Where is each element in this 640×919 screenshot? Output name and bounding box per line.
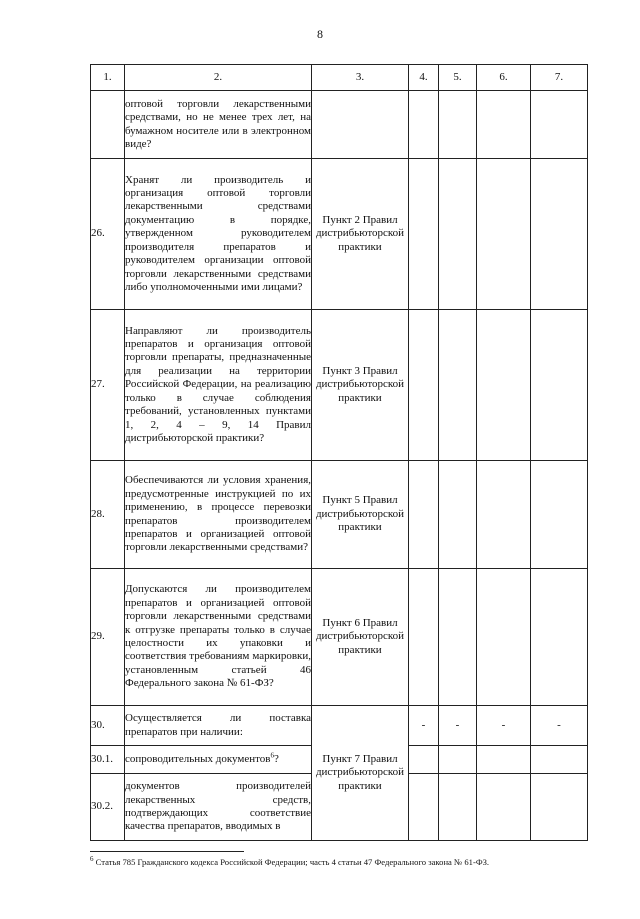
row-number: 30.2. [91, 774, 125, 841]
answer-na-cell [477, 159, 531, 310]
footnote [90, 857, 610, 868]
header-col-7: 7. [531, 65, 588, 91]
comment-cell [531, 461, 588, 569]
comment-cell [531, 746, 588, 774]
footnote-mark: 6 [90, 855, 94, 864]
row-number: 26. [91, 159, 125, 310]
comment-cell [531, 569, 588, 706]
question-text: Допускаются ли производителем препаратов и организацией оптовой торговли лекарственными средствами к отгрузке препараты только в случае целостности их упаковки и соответствия требованиям маркировки, установленным статьей 46 Федерального закона № 61-ФЗ? [125, 569, 312, 706]
question-text: сопроводительных документов [125, 752, 271, 765]
answer-na-cell [477, 461, 531, 569]
header-col-5: 5. [439, 65, 477, 91]
answer-yes-cell: - [409, 706, 439, 746]
answer-no-cell [439, 461, 477, 569]
legal-reference [312, 91, 409, 159]
header-col-2: 2. [125, 65, 312, 91]
question-text: документов производителей лекарственных средств, подтверждающих соответствие качества препаратов, вводимых в [125, 774, 312, 841]
header-col-6: 6. [477, 65, 531, 91]
comment-cell [531, 310, 588, 461]
answer-no-cell [439, 310, 477, 461]
legal-reference: Пункт 2 Правил дистрибьюторской практики [312, 159, 409, 310]
row-number: 29. [91, 569, 125, 706]
comment-cell [531, 774, 588, 841]
footnote-text: Статья 785 Гражданского кодекса Российской Федерации; часть 4 статьи 47 Федерального закона № 61-ФЗ. [93, 857, 490, 867]
question-text: Осуществляется ли поставка препаратов при наличии: [125, 706, 312, 746]
answer-no-cell [439, 91, 477, 159]
answer-na-cell [477, 91, 531, 159]
answer-na-cell [477, 310, 531, 461]
answer-yes-cell [409, 746, 439, 774]
answer-no-cell [439, 569, 477, 706]
checklist-table [90, 64, 588, 841]
answer-na-cell [477, 774, 531, 841]
answer-yes-cell [409, 310, 439, 461]
table-header-row [91, 65, 588, 91]
question-text-tail: ? [274, 752, 279, 765]
answer-yes-cell [409, 461, 439, 569]
question-text: Хранят ли производитель и организация оптовой торговли лекарственными средствами документацию в порядке, утвержденном руководителем производителя препаратов и руководителем организации оптовой торговли лекарственными средствами либо уполномоченными ими лицами? [125, 159, 312, 310]
answer-no-cell [439, 159, 477, 310]
footnote-reference: 6 [270, 751, 275, 760]
row-number: 30.1. [91, 746, 125, 774]
table-row [91, 159, 588, 310]
comment-cell [531, 91, 588, 159]
legal-reference: Пункт 7 Правил дистрибьюторской практики [312, 706, 409, 841]
answer-no-cell: - [439, 706, 477, 746]
answer-no-cell [439, 774, 477, 841]
answer-na-cell [477, 569, 531, 706]
legal-reference: Пункт 5 Правил дистрибьюторской практики [312, 461, 409, 569]
answer-yes-cell [409, 159, 439, 310]
table-row [91, 310, 588, 461]
row-number: 27. [91, 310, 125, 461]
page-number: 8 [317, 27, 323, 41]
legal-reference: Пункт 6 Правил дистрибьюторской практики [312, 569, 409, 706]
answer-yes-cell [409, 91, 439, 159]
answer-no-cell [439, 746, 477, 774]
header-col-4: 4. [409, 65, 439, 91]
row-number [91, 91, 125, 159]
question-text: оптовой торговли лекарственными средствами, но не менее трех лет, на бумажном носителе или в электронном виде? [125, 91, 312, 159]
comment-cell: - [531, 706, 588, 746]
legal-reference: Пункт 3 Правил дистрибьюторской практики [312, 310, 409, 461]
row-number: 30. [91, 706, 125, 746]
table-row [91, 91, 588, 159]
question-cell [125, 746, 312, 774]
question-text: Направляют ли производитель препаратов и организация оптовой торговли препараты, предназначенные для реализации на территории Российской Федерации, на реализацию только в случае соблюдения требований, установленных пунктами 1, 2, 4 – 9, 14 Правил дистрибьюторской практики? [125, 310, 312, 461]
answer-na-cell: - [477, 706, 531, 746]
question-text: Обеспечиваются ли условия хранения, предусмотренные инструкцией по их применению, в процессе перевозки препаратов производителем препаратов и организацией оптовой торговли лекарственными средствами? [125, 461, 312, 569]
comment-cell [531, 159, 588, 310]
answer-yes-cell [409, 774, 439, 841]
row-number: 28. [91, 461, 125, 569]
footnote-divider [90, 851, 244, 852]
header-col-3: 3. [312, 65, 409, 91]
table-row [91, 706, 588, 746]
table-row [91, 569, 588, 706]
header-col-1: 1. [91, 65, 125, 91]
answer-na-cell [477, 746, 531, 774]
answer-yes-cell [409, 569, 439, 706]
table-row [91, 461, 588, 569]
